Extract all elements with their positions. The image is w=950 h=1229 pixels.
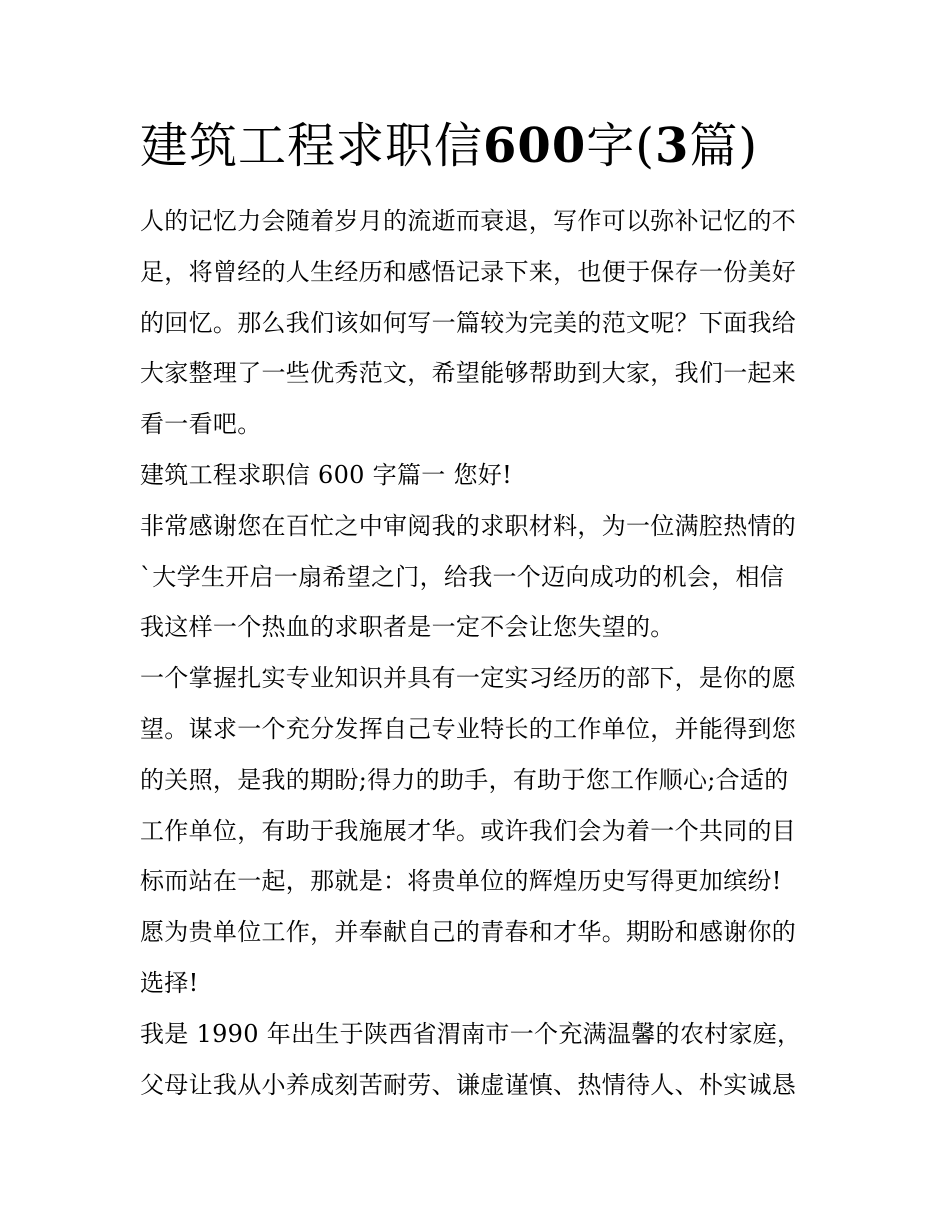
section-heading-line: 建筑工程求职信 600 字篇一 您好! [140,460,513,489]
text-line: 我这样一个热血的求职者是一定不会让您失望的。 [140,613,675,642]
title-text-2: 字( [586,118,655,174]
text-line: 看一看吧。 [140,410,262,439]
text-line: 的关照，是我的期盼;得力的助手，有助于您工作顺心;合适的 [140,765,789,794]
text-line: 人的记忆力会随着岁月的流逝而衰退，写作可以弥补记忆的不 [140,207,797,235]
text-line: 足，将曾经的人生经历和感悟记录下来，也便于保存一份美好 [140,257,797,286]
title-number-1: 600 [483,118,587,174]
text-line: 选择! [140,968,199,997]
text-line: 工作单位，有助于我施展才华。或许我们会为着一个共同的目 [140,816,797,845]
title-text-3: 篇) [689,118,759,174]
text-line: 我是 1990 年出生于陕西省渭南市一个充满温馨的农村家庭， [140,1019,802,1048]
text-line: 一个掌握扎实专业知识并具有一定实习经历的部下，是你的愿 [140,664,797,693]
text-line: 父母让我从小养成刻苦耐劳、谦虚谨慎、热情待人、朴实诚恳 [140,1070,797,1099]
text-line: 非常感谢您在百忙之中审阅我的求职材料，为一位满腔热情的 [140,511,797,540]
text-line: 的回忆。那么我们该如何写一篇较为完美的范文呢？下面我给 [140,308,797,337]
text-line: 愿为贵单位工作，并奉献自己的青春和才华。期盼和感谢你的 [140,918,797,947]
document-body [140,196,820,1110]
page-title [140,116,840,176]
text-line: 标而站在一起，那就是：将贵单位的辉煌历史写得更加缤纷! [140,867,782,896]
title-number-2: 3 [654,118,690,174]
text-line: 大家整理了一些优秀范文，希望能够帮助到大家，我们一起来 [140,359,797,388]
text-line: 望。谋求一个充分发挥自己专业特长的工作单位，并能得到您 [140,714,797,743]
text-line: `大学生开启一扇希望之门，给我一个迈向成功的机会，相信 [140,562,785,591]
title-text-1: 建筑工程求职信 [140,118,484,174]
